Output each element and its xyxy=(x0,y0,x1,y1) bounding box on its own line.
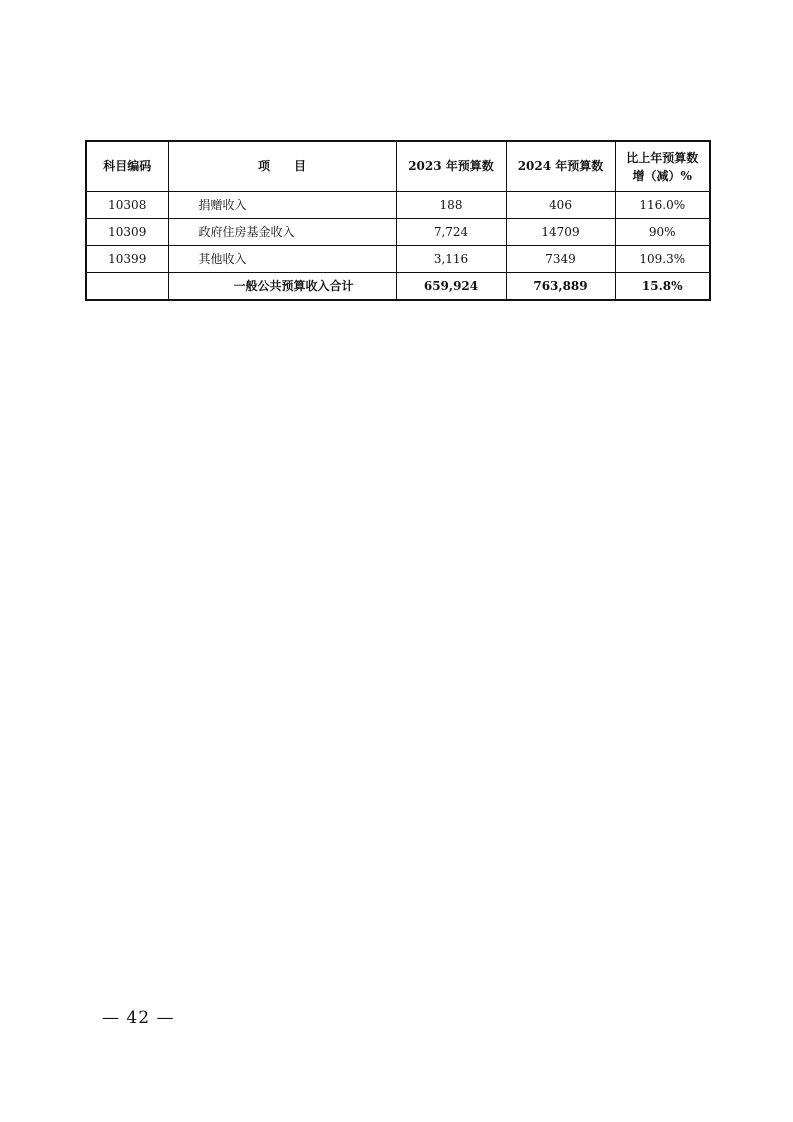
header-budget-2023: 2023 年预算数 xyxy=(396,141,506,192)
row-budget-2023: 188 xyxy=(396,192,506,219)
total-label: 一般公共预算收入合计 xyxy=(168,273,396,301)
table-header-row xyxy=(86,141,710,192)
total-change: 15.8% xyxy=(615,273,710,301)
table-row xyxy=(86,219,710,246)
budget-table xyxy=(85,140,711,301)
page-number: — 42 — xyxy=(102,1008,175,1028)
header-change xyxy=(615,141,710,192)
row-item: 其他收入 xyxy=(168,246,396,273)
row-budget-2024: 14709 xyxy=(506,219,615,246)
table-row xyxy=(86,246,710,273)
total-budget-2023: 659,924 xyxy=(396,273,506,301)
row-code: 10309 xyxy=(86,219,168,246)
row-code: 10399 xyxy=(86,246,168,273)
total-budget-2024: 763,889 xyxy=(506,273,615,301)
header-change-line2: 增（减）% xyxy=(632,168,692,183)
row-change: 90% xyxy=(615,219,710,246)
header-budget-2024: 2024 年预算数 xyxy=(506,141,615,192)
row-change: 109.3% xyxy=(615,246,710,273)
row-item: 捐赠收入 xyxy=(168,192,396,219)
header-code: 科目编码 xyxy=(86,141,168,192)
total-code-empty xyxy=(86,273,168,301)
table-row xyxy=(86,192,710,219)
row-budget-2023: 7,724 xyxy=(396,219,506,246)
row-budget-2023: 3,116 xyxy=(396,246,506,273)
row-code: 10308 xyxy=(86,192,168,219)
header-change-line1: 比上年预算数 xyxy=(626,150,699,165)
row-budget-2024: 406 xyxy=(506,192,615,219)
row-change: 116.0% xyxy=(615,192,710,219)
total-row xyxy=(86,273,710,301)
row-item: 政府住房基金收入 xyxy=(168,219,396,246)
header-item: 项 目 xyxy=(168,141,396,192)
row-budget-2024: 7349 xyxy=(506,246,615,273)
